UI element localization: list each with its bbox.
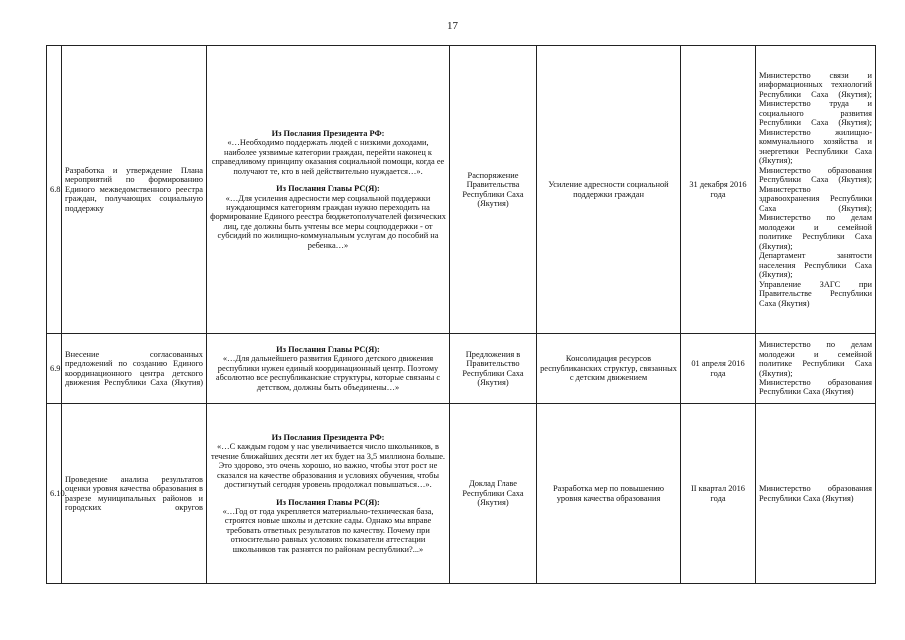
responsible-executors (756, 334, 876, 404)
responsible-item: Управление ЗАГС при Правительстве Республики Саха (Якутия) (759, 279, 872, 308)
quote-text: «…Для дальнейшего развития Единого детского движения республики нужен единый координационный центр. Поэтому абсолютно все республиканские структуры, которые связаны с детством, должны быть объединены…» (215, 354, 441, 392)
event-description: Разработка и утверждение Плана мероприятий по формированию Единого межведомственного реестра граждан, получающих социальную поддержку (62, 46, 207, 334)
responsible-item: Министерство труда и социального развития Республики Саха (Якутия); (759, 99, 872, 128)
action-plan-table (46, 45, 876, 584)
responsible-item: Министерство образования Республики Саха (Якутия) (759, 377, 872, 397)
quote-heading: Из Послания Главы РС(Я): (276, 184, 380, 194)
table-row (47, 46, 876, 334)
responsible-item: Министерство образования Республики Саха (Якутия); (759, 165, 872, 185)
expected-result: Усиление адресности социальной поддержки граждан (537, 46, 681, 334)
completion-form: Распоряжение Правительства Республики Саха (Якутия) (450, 46, 537, 334)
responsible-item: Департамент занятости населения Республики Саха (Якутия); (759, 251, 872, 280)
responsible-item: Министерство образования Республики Саха (Якутия) (759, 484, 872, 503)
quote-heading: Из Послания Главы РС(Я): (276, 497, 380, 507)
message-quotes (207, 334, 450, 404)
completion-form: Доклад Главе Республики Саха (Якутия) (450, 404, 537, 584)
quote-text: «…Год от года укрепляется материально-техническая база, строятся новые школы и детские сады. Однако мы вправе требовать ответных результатов по качеству. Почему при относительно равных условиях показатели аттестации школьников так разнятся по районам республики?...» (222, 506, 434, 554)
quote-text: «…Необходимо поддержать людей с низкими доходами, наиболее уязвимые категории граждан, перейти наконец к справедливому принципу оказания социальной помощи, когда ее получают те, кто в ней действительно нуждается…». (211, 138, 445, 176)
item-number: 6.9. (47, 334, 62, 404)
table-row (47, 404, 876, 584)
quote-heading: Из Послания Президента РФ: (271, 128, 385, 138)
responsible-item: Министерство жилищно-коммунального хозяйства и энергетики Республики Саха (Якутия); (759, 127, 872, 166)
responsible-item: Министерство по делам молодежи и семейной политике Республики Саха (Якутия); (759, 213, 872, 251)
message-quotes (207, 404, 450, 584)
event-description: Внесение согласованных предложений по созданию Единого координационного центра детского движения Республики Саха (Якутия) (62, 334, 207, 404)
deadline: II квартал 2016 года (681, 404, 756, 584)
responsible-item: Министерство здравоохранения Республики Саха (Якутия); (759, 184, 872, 213)
deadline: 31 декабря 2016 года (681, 46, 756, 334)
deadline: 01 апреля 2016 года (681, 334, 756, 404)
item-number: 6.10. (47, 404, 62, 584)
page-number: 17 (447, 20, 458, 32)
quote-heading: Из Послания Главы РС(Я): (276, 344, 380, 354)
responsible-executors (756, 404, 876, 584)
responsible-item: Министерство связи и информационных технологий Республики Саха (Якутия); (759, 70, 872, 99)
responsible-item: Министерство по делам молодежи и семейной политике Республики Саха (Якутия); (759, 340, 872, 378)
message-quotes (207, 46, 450, 334)
quote-text: «…Для усиления адресности мер социальной поддержки нуждающимся категориям граждан нужно переходить на формирование Единого реестра бюджетополучателей физических лиц, где должны быть учтены все меры соцподдержки - от субсидий по жилищно-коммунальным услугам до пособий на ребенка…» (210, 193, 446, 250)
expected-result: Разработка мер по повышению уровня качества образования (537, 404, 681, 584)
event-description: Проведение анализа результатов оценки уровня качества образования в разрезе муниципальных районов и городских округов (62, 404, 207, 584)
item-number: 6.8. (47, 46, 62, 334)
completion-form: Предложения в Правительство Республики Саха (Якутия) (450, 334, 537, 404)
quote-text: «…С каждым годом у нас увеличивается число школьников, в течение ближайших десяти лет их будет на 3,5 миллиона больше. Это здорово, это очень хорошо, но важно, чтобы этот рост не сказался на качестве образования и условиях обучения, чтобы достигнутый сегодня уровень продолжал повышаться…». (210, 442, 446, 490)
quote-heading: Из Послания Президента РФ: (271, 432, 385, 442)
expected-result: Консолидация ресурсов республиканских структур, связанных с детским движением (537, 334, 681, 404)
responsible-executors (756, 46, 876, 334)
table-row (47, 334, 876, 404)
